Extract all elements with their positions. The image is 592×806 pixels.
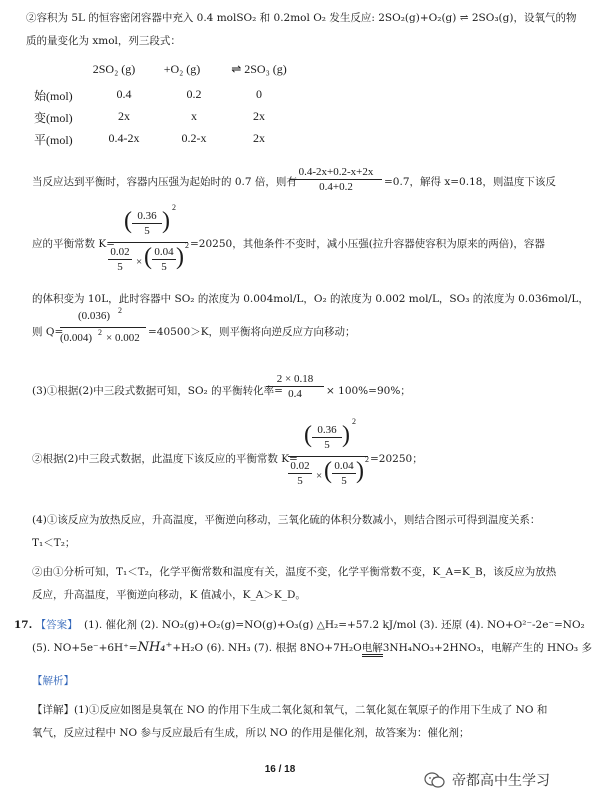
fraction-numerator: 0.04: [154, 246, 174, 258]
paren-right: ): [162, 208, 170, 234]
exponent: 2: [172, 203, 176, 212]
fraction-bar: [332, 473, 356, 474]
text-line: =20250；: [370, 453, 423, 465]
paren-right: ): [342, 422, 350, 448]
text-segment: (1)①反应如图是臭氧在 NO 的作用下生成二氧化氮和氧气，二氧化氮在氧原子的作用下生成了 NO 和: [74, 704, 548, 716]
table-cell: 0: [256, 87, 262, 101]
fraction-denominator: 5: [144, 225, 150, 237]
paren-left: (: [124, 208, 132, 234]
electrolysis-condition: 电解: [362, 643, 383, 657]
table-cell: 平(mol): [34, 133, 73, 147]
fraction-bar: [290, 179, 382, 180]
text-line: 当反应达到平衡时，容器内压强为起始时的 0.7 倍，则有: [32, 176, 297, 188]
exponent: 2: [98, 328, 102, 337]
text-line: (3)①根据(2)中三段式数据可知，SO₂ 的平衡转化率=: [32, 385, 283, 397]
text-segment: (5). NO+5e⁻+6H⁺=: [32, 642, 138, 654]
fraction-denominator: 5: [324, 439, 330, 451]
detail-tag: 【详解】: [32, 704, 74, 716]
table-cell: 2x: [118, 109, 130, 123]
fraction-numerator: 0.36: [317, 424, 337, 436]
text-line: (1). 催化剂 (2). NO₂(g)+O₂(g)=NO(g)+O₃(g) △H₂=+57.2 kJ/mol (3). 还原 (4). NO+O²⁻-2e⁻=NO₂: [84, 619, 585, 631]
table-cell: x: [191, 109, 197, 123]
fraction: [152, 246, 176, 273]
k-numerator: [124, 203, 176, 238]
text-line: 氧气，反应过程中 NO 参与反应最后有生成，所以 NO 的作用是催化剂，故答案为：催化剂；: [32, 727, 470, 739]
fraction-denominator-tail: × 0.002: [106, 332, 140, 344]
table-cell: 2x: [253, 109, 265, 123]
watermark-text: 帝都高中生学习: [452, 772, 550, 788]
exponent: 2: [352, 417, 356, 426]
fraction: [132, 210, 162, 237]
fraction-numerator: (0.036): [78, 310, 111, 322]
k-numerator: [304, 417, 356, 452]
table-header-row: [34, 62, 294, 82]
fraction-denominator: (0.004): [60, 332, 93, 344]
table-row: [34, 87, 294, 107]
fraction-denominator: 5: [161, 261, 167, 273]
exponent: 2: [118, 306, 122, 315]
text-line: 质的量变化为 xmol，列三段式：: [26, 35, 181, 47]
fraction-bar: [312, 437, 342, 438]
text-segment: +H₂O (6). NH₃ (7). 根据 8NO+7H₂O: [172, 642, 362, 654]
fraction: [290, 166, 382, 193]
k-expression: [288, 417, 369, 494]
text-line: =0.7，解得 x=0.18，则温度下该反: [384, 176, 556, 188]
text-line: =40500＞K，则平衡将向逆反应方向移动；: [148, 326, 356, 338]
table-header-cell: 2SO₂ (g): [92, 62, 136, 76]
fraction-numerator: 2 × 0.18: [276, 373, 314, 385]
times-sign: ×: [316, 470, 323, 482]
question-number-label: 17.: [14, 619, 33, 631]
text-line: (4)①该反应为放热反应，升高温度，平衡逆向移动，三氧化硫的体积分数减小，则结合图示可得到温度关系：: [32, 514, 541, 526]
fraction-denominator: 5: [341, 475, 347, 487]
fraction: [288, 460, 312, 487]
table-cell: 0.2-x: [181, 131, 207, 145]
fraction-bar: [132, 223, 162, 224]
text-line: =20250，其他条件不变时，减小压强(拉升容器使容积为原来的两倍)，容器: [190, 238, 545, 250]
table-cell: 变(mol): [34, 111, 73, 125]
watermark: [424, 770, 550, 790]
text-line: 反应，升高温度，平衡逆向移动，K 值减小，K_A＞K_D。: [32, 589, 306, 601]
text-segment: 3NH₄NO₃+2HNO₃，电解产生的 HNO₃ 多: [382, 642, 592, 654]
text-line: ②由①分析可知，T₁＜T₂，化学平衡常数和温度有关，温度不变，化学平衡常数不变，K_A=K_B，该反应为放热: [32, 566, 557, 578]
wechat-icon: [424, 771, 446, 789]
fraction-denominator: 5: [117, 261, 123, 273]
text-line: × 100%=90%；: [326, 385, 411, 397]
table-row: [34, 131, 294, 151]
exponent: 2: [185, 241, 189, 250]
paren-right: ): [176, 244, 184, 270]
fraction-bar: [152, 259, 176, 260]
table-header-cell: +O₂ (g): [163, 62, 201, 76]
fraction-bar: [108, 259, 132, 260]
fraction-denominator: 5: [297, 475, 303, 487]
question-number: [14, 617, 78, 632]
fraction-numerator: 0.4-2x+0.2-x+2x: [298, 166, 374, 178]
paren-right: ): [356, 458, 364, 484]
fraction-bar: [266, 386, 324, 387]
fraction-bar: [288, 473, 312, 474]
table-cell: 0.4: [116, 87, 132, 101]
fraction: [108, 246, 132, 273]
text-line: 则 Q=: [32, 326, 64, 338]
fraction-numerator: 0.04: [334, 460, 354, 472]
text-line: T₁＜T₂；: [32, 537, 76, 549]
k-expression: [108, 203, 189, 280]
text-line: 的体积变为 10L，此时容器中 SO₂ 的浓度为 0.004mol/L，O₂ 的浓度为 0.002 mol/L，SO₃ 的浓度为 0.036mol/L，: [32, 293, 589, 305]
times-sign: ×: [136, 256, 143, 268]
fraction: [312, 424, 342, 451]
paren-left: (: [324, 458, 332, 484]
fraction-numerator: 0.02: [110, 246, 130, 258]
fraction-denominator: 0.4: [288, 388, 302, 400]
table-cell: 始(mol): [34, 89, 73, 103]
exponent: 2: [365, 455, 369, 464]
fraction-bar: [108, 242, 188, 243]
table-cell: 2x: [253, 131, 265, 145]
fraction: [332, 460, 356, 487]
text-line: 应的平衡常数 K=: [32, 238, 115, 250]
text-line: [32, 640, 592, 657]
paren-left: (: [144, 244, 152, 270]
table-header-cell: ⇌ 2SO₃ (g): [231, 62, 287, 76]
analysis-tag: 【解析】: [32, 675, 74, 687]
fraction-denominator: 0.4+0.2: [319, 181, 353, 193]
fraction-bar: [60, 327, 146, 328]
answer-tag: 【答案】: [35, 619, 78, 631]
q-expression: [60, 308, 146, 352]
page-number: 16 / 18: [264, 764, 296, 775]
table-cell: 0.4-2x: [108, 131, 140, 145]
table-row: [34, 109, 294, 129]
fraction-numerator: 0.02: [290, 460, 310, 472]
ammonium-ion: NH₄⁺: [137, 640, 173, 655]
table-cell: 0.2: [186, 87, 202, 101]
fraction-bar: [288, 456, 368, 457]
fraction-numerator: 0.36: [137, 210, 157, 222]
text-line: ②根据(2)中三段式数据，此温度下该反应的平衡常数 K=: [32, 453, 298, 465]
text-line: ②容积为 5L 的恒容密闭容器中充入 0.4 molSO₂ 和 0.2mol O₂ 发生反应: 2SO₂(g)+O₂(g) ⇌ 2SO₃(g)，设氧气的物: [26, 12, 577, 24]
paren-left: (: [304, 422, 312, 448]
text-line: [32, 702, 547, 717]
fraction: [266, 373, 324, 400]
